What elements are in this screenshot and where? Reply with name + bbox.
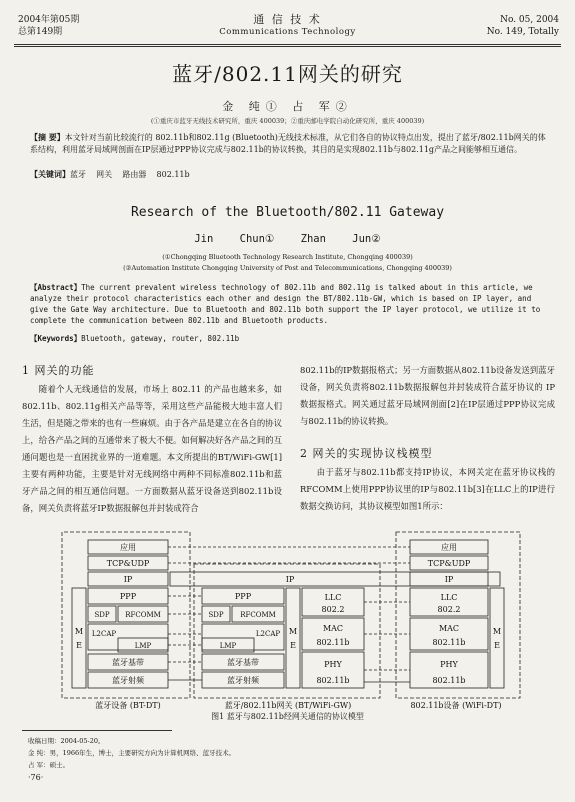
footnote-author1: 金 纯：男，1966年生，博士，主要研究方向为计算机网络、蓝牙技术。 [28, 749, 236, 757]
bt-me-box [72, 588, 86, 688]
keywords-cn-label: 【关键词】 [30, 169, 70, 179]
keywords-en [30, 333, 550, 344]
gw-sdp-label: SDP [208, 611, 224, 619]
abstract-en-label: 【Abstract】 [30, 283, 82, 292]
bt-lmp-label: LMP [134, 642, 152, 650]
wifi-app-label: 应用 [441, 543, 457, 552]
wifi-me-label-2: E [494, 641, 500, 650]
authors-en: Jin Chun① Zhan Jun② [194, 233, 381, 245]
wifi-me-box [490, 588, 504, 688]
total-cn: 总第149期 [18, 27, 63, 37]
wifi-phy-label: PHY [440, 660, 458, 669]
issue-en: No. 05, 2004 [500, 15, 559, 25]
footnote-received: 收稿日期：2004-05-20。 [28, 737, 105, 745]
issue-cn: 2004年第05期 [18, 15, 80, 25]
keywords-cn [30, 168, 550, 181]
bt-radio-label: 蓝牙射频 [112, 676, 144, 685]
bt-me-label-1: M [74, 627, 84, 636]
abstract-cn [30, 131, 550, 156]
gw-rfcomm-label: RFCOMM [240, 611, 276, 619]
wifi-ip-label: IP [444, 575, 454, 584]
bt-device-label: 蓝牙设备 (BT-DT) [95, 701, 161, 710]
wifi-llc-label: LLC [440, 593, 458, 602]
gw-mac-label: MAC [322, 624, 344, 633]
page-number: ·76· [28, 773, 44, 782]
wifi-me-label-1: M [492, 627, 502, 636]
affiliation-en-1: (①Chongqing Bluetooth Technology Research Institute, Chongqing 400039) [162, 253, 413, 261]
gw-ip-label: IP [285, 575, 295, 584]
gw-phy-label: PHY [324, 660, 342, 669]
wifi-mac-std-label: 802.11b [432, 638, 466, 647]
bt-ppp-label: PPP [119, 592, 137, 601]
section-1-heading: 1 网关的功能 [22, 364, 95, 377]
authors-cn: 金 纯① 占 军② [222, 100, 353, 113]
gw-baseband-label: 蓝牙基带 [227, 658, 259, 667]
wifi-802-2-label: 802.2 [437, 605, 461, 614]
paper-title-en: Research of the Bluetooth/802.11 Gateway [130, 205, 445, 220]
paper-title-cn: 蓝牙/802.11网关的研究 [172, 62, 403, 86]
bt-rfcomm-label: RFCOMM [125, 611, 161, 619]
abstract-en-text: The current prevalent wireless technology of 802.11b and 802.11g is talked about in this article, we analyze their protocol characteristics each other and design the BT/802.11b-GW, which is based on IP layer, and give the Gate Way architecture. Due to Bluetooth and 802.11b both support the IP layer protocol, we utilize it to complete the communication between 802.11b and Bluetooth products. [30, 283, 541, 325]
wifi-phy-std-label: 802.11b [432, 676, 466, 685]
affiliation-cn: (①重庆市蓝牙无线技术研究所，重庆 400039；②重庆邮电学院自动化研究所，重庆 400039) [150, 117, 425, 125]
figure-1-caption: 图1 蓝牙与802.11b经网关通信的协议模型 [211, 712, 364, 721]
section-2-heading: 2 网关的实现协议栈模型 [300, 447, 433, 460]
gw-mac-std-label: 802.11b [316, 638, 350, 647]
section-2-paragraph: 由于蓝牙与802.11b都支持IP协议，本网关定在蓝牙协议栈的RFCOMM上使用PPP协议里的IP与802.11b[3]在LLC上的IP进行数据交换访问，其协议模型如图1所示： [300, 467, 555, 511]
wifi-device-label: 802.11b设备 (WiFi-DT) [410, 701, 502, 710]
keywords-en-text: Bluetooth, gateway, router, 802.11b [81, 334, 240, 343]
bt-ip-label: IP [123, 575, 133, 584]
abstract-cn-label: 【摘 要】 [30, 132, 65, 142]
gw-ppp-label: PPP [234, 592, 252, 601]
bt-sdp-label: SDP [94, 611, 110, 619]
keywords-en-label: 【Keywords】 [30, 334, 82, 343]
journal-title-en: Communications Technology [219, 27, 356, 37]
affiliation-en-2: (②Automation Institute Chongqing University of Post and Telecommunications, Chongqing 400039) [123, 264, 452, 272]
footnote-rule [22, 730, 172, 731]
header-rule [14, 44, 561, 45]
wifi-tcpudp-label: TCP&UDP [427, 559, 471, 568]
gw-802-2-label: 802.2 [321, 605, 345, 614]
gateway-label: 蓝牙/802.11b网关 (BT/WiFi-GW) [224, 701, 352, 710]
journal-title-cn: 通 信 技 术 [253, 13, 322, 26]
gw-phy-std-label: 802.11b [316, 676, 350, 685]
bt-l2cap-label: L2CAP [91, 630, 117, 638]
issue-header-right [487, 14, 559, 38]
abstract-cn-text: 本文针对当前比较流行的 802.11b和802.11g (Bluetooth)无线技术标准，从它们各自的协议特点出发，提出了蓝牙/802.11b网关的体系结构，利用蓝牙局域网剖面在IP层通过PPP协议完成与802.11b的协议转换，其目的是实现802.11b与802.11g产品之间能够相互通信。 [30, 133, 546, 154]
gw-me-label-1: M [288, 627, 298, 636]
footnotes [28, 735, 528, 771]
bt-tcpudp-label: TCP&UDP [106, 559, 150, 568]
section-1-continuation: 802.11b的IP数据报格式；另一方面数据从802.11b设备发送到蓝牙设备，网关负责将802.11b数据报解包并封装成符合蓝牙协议的 IP 数据报格式。网关通过蓝牙局域网剖面[2]在IP层通过PPP协议完成与802.11b的协议转换。 [300, 365, 555, 426]
gw-llc-label: LLC [324, 593, 342, 602]
footnote-author2: 占 军：硕士。 [28, 761, 70, 769]
keywords-cn-text: 蓝牙 网关 路由器 802.11b [70, 170, 190, 179]
section-1-paragraph: 随着个人无线通信的发展，市场上 802.11 的产品也越来多，如802.11b、802.11g相关产品等等，采用这些产品能极大地丰富人们生活，但是随之带来的也有一些麻烦。由于各产品是建立在各自的协议上，给各产品之间的互通带来了极大不便。如何解决好各产品之间的互通问题也是一直困扰业界的一道难题。本文所提出的BT/WiFi-GW[1]主要有两种功能，主要是针对无线网络中两种不同标准802.11b和蓝牙产品之间的相互通信问题。一方面数据从蓝牙设备送到802.11b设备，网关负责将蓝牙IP数据报解包并封装成符合 [22, 384, 282, 513]
total-en: No. 149, Totally [486, 27, 559, 37]
abstract-en [30, 282, 550, 326]
gw-radio-label: 蓝牙射频 [227, 676, 259, 685]
bt-me-label-2: E [76, 641, 82, 650]
protocol-model-figure [60, 530, 530, 710]
gw-me-box [286, 588, 300, 688]
wifi-mac-label: MAC [438, 624, 460, 633]
gw-lmp-label: LMP [219, 642, 237, 650]
bt-app-label: 应用 [120, 543, 136, 552]
bt-baseband-label: 蓝牙基带 [112, 658, 144, 667]
gw-l2cap-label: L2CAP [255, 630, 281, 638]
gw-me-label-2: E [290, 641, 296, 650]
header-rule-2 [14, 46, 561, 47]
affiliation-en [0, 252, 575, 274]
